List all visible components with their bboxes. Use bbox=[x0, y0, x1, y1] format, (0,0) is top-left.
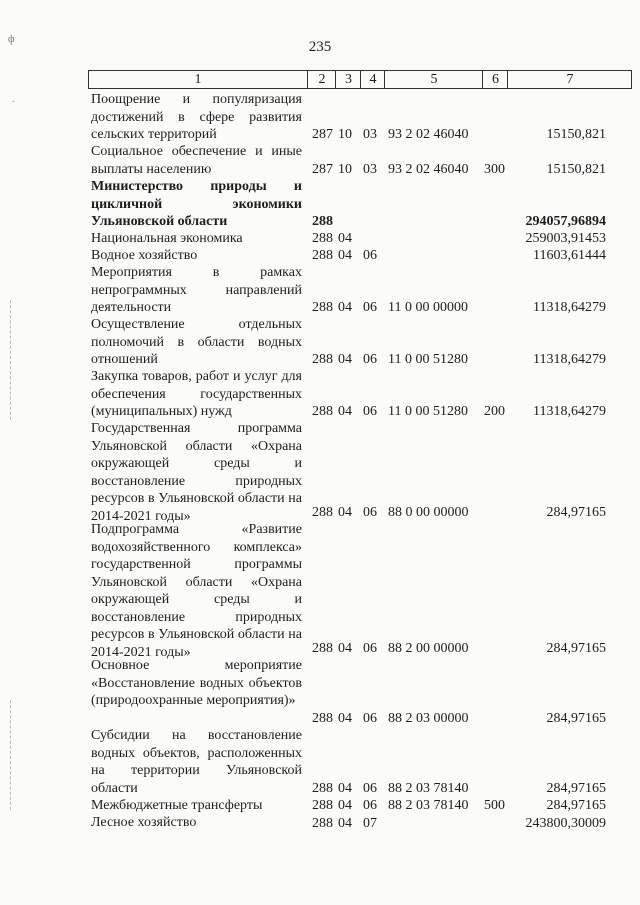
cell-c5: 11 0 00 51280 bbox=[388, 403, 468, 419]
cell-c7: 11603,61444 bbox=[533, 247, 606, 263]
table-row bbox=[0, 230, 640, 247]
header-cell: 1 bbox=[194, 72, 202, 87]
table-row bbox=[0, 420, 640, 524]
table-row bbox=[0, 247, 640, 264]
cell-c6: 500 bbox=[484, 797, 505, 813]
cell-c4: 03 bbox=[363, 161, 377, 177]
cell-c4: 06 bbox=[363, 351, 377, 367]
cell-c3: 04 bbox=[338, 640, 352, 656]
cell-c7: 284,97165 bbox=[546, 640, 606, 656]
page-number: 235 bbox=[308, 39, 332, 55]
cell-c3: 04 bbox=[338, 504, 352, 520]
table-header bbox=[88, 70, 632, 89]
cell-c4: 06 bbox=[363, 780, 377, 796]
cell-c4: 06 bbox=[363, 640, 377, 656]
cell-c7: 243800,30009 bbox=[525, 815, 606, 831]
cell-c7: 15150,821 bbox=[546, 126, 606, 142]
cell-c3: 04 bbox=[338, 797, 352, 813]
cell-c4: 06 bbox=[363, 247, 377, 263]
row-name: Осуществление отдельных полномочий в области водных отношений bbox=[91, 317, 302, 367]
cell-c2: 288 bbox=[312, 710, 333, 726]
row-name: Субсидии на восстановление водных объектов, расположенных на территории Ульяновской области bbox=[91, 728, 302, 796]
cell-c7: 259003,91453 bbox=[525, 230, 606, 246]
cell-c4: 06 bbox=[363, 504, 377, 520]
cell-c4: 06 bbox=[363, 299, 377, 315]
cell-c3: 04 bbox=[338, 815, 352, 831]
row-name: Межбюджетные трансферты bbox=[91, 798, 263, 813]
row-name: Мероприятия в рамках непрограммных направлений деятельности bbox=[91, 265, 302, 315]
row-name: Водное хозяйство bbox=[91, 248, 198, 263]
cell-c5: 93 2 02 46040 bbox=[388, 126, 469, 142]
table-row bbox=[0, 368, 640, 420]
table-row bbox=[0, 264, 640, 316]
cell-c3: 04 bbox=[338, 710, 352, 726]
cell-c7: 294057,96894 bbox=[525, 213, 606, 229]
cell-c5: 11 0 00 00000 bbox=[388, 299, 468, 315]
margin-mark: ф bbox=[8, 34, 15, 45]
cell-c2: 288 bbox=[312, 299, 333, 315]
header-cell: 7 bbox=[507, 71, 632, 88]
row-name: Поощрение и популяризация достижений в сфере развития сельских территорий bbox=[91, 92, 302, 142]
cell-c7: 11318,64279 bbox=[533, 299, 606, 315]
cell-c7: 284,97165 bbox=[546, 710, 606, 726]
table-row bbox=[0, 521, 640, 660]
cell-c3: 04 bbox=[338, 247, 352, 263]
cell-c4: 07 bbox=[363, 815, 377, 831]
table-row bbox=[0, 727, 640, 797]
cell-c2: 287 bbox=[312, 126, 333, 142]
header-cell: 2 bbox=[307, 71, 336, 88]
cell-c3: 04 bbox=[338, 230, 352, 246]
cell-c2: 287 bbox=[312, 161, 333, 177]
cell-c2: 288 bbox=[312, 815, 333, 831]
cell-c3: 10 bbox=[338, 161, 352, 177]
cell-c2: 288 bbox=[312, 230, 333, 246]
cell-c2: 288 bbox=[312, 640, 333, 656]
row-name: Закупка товаров, работ и услуг для обеспечения государственных (муниципальных) нужд bbox=[91, 369, 302, 419]
cell-c6: 200 bbox=[484, 403, 505, 419]
table-row bbox=[0, 814, 640, 832]
row-name: Подпрограмма «Развитие водохозяйственного комплекса» государственной программы Ульяновской области «Охрана окружающей среды и восстановление природных ресурсов в Ульяновской области на 2014-2021 годы» bbox=[91, 522, 302, 660]
cell-c3: 04 bbox=[338, 403, 352, 419]
header-cell: 4 bbox=[360, 71, 385, 88]
cell-c5: 88 0 00 00000 bbox=[388, 504, 469, 520]
cell-c4: 06 bbox=[363, 403, 377, 419]
cell-c7: 15150,821 bbox=[546, 161, 606, 177]
cell-c5: 88 2 00 00000 bbox=[388, 640, 469, 656]
header-cell: 3 bbox=[335, 71, 361, 88]
table-row bbox=[0, 91, 640, 143]
cell-c4: 03 bbox=[363, 126, 377, 142]
table-row bbox=[0, 143, 640, 178]
table-row bbox=[0, 316, 640, 368]
cell-c2: 288 bbox=[312, 797, 333, 813]
cell-c2: 288 bbox=[312, 504, 333, 520]
cell-c2: 288 bbox=[312, 403, 333, 419]
cell-c2: 288 bbox=[312, 213, 333, 229]
row-name: Министерство природы и цикличной экономики Ульяновской области bbox=[91, 179, 302, 229]
cell-c5: 88 2 03 00000 bbox=[388, 710, 469, 726]
cell-c5: 93 2 02 46040 bbox=[388, 161, 469, 177]
cell-c7: 284,97165 bbox=[546, 504, 606, 520]
row-name: Основное мероприятие «Восстановление водных объектов (природоохранные мероприятия)» bbox=[91, 658, 302, 708]
row-name: Социальное обеспечение и иные выплаты населению bbox=[91, 144, 302, 177]
cell-c5: 11 0 00 51280 bbox=[388, 351, 468, 367]
table-row bbox=[0, 797, 640, 814]
header-cell: 5 bbox=[384, 71, 483, 88]
table-row bbox=[0, 657, 640, 727]
cell-c3: 10 bbox=[338, 126, 352, 142]
cell-c2: 288 bbox=[312, 780, 333, 796]
cell-c2: 288 bbox=[312, 351, 333, 367]
row-name: Государственная программа Ульяновской области «Охрана окружающей среды и восстановление природных ресурсов в Ульяновской области на 2014-2021 годы» bbox=[91, 421, 302, 524]
cell-c3: 04 bbox=[338, 351, 352, 367]
table-row bbox=[0, 178, 640, 230]
cell-c7: 284,97165 bbox=[546, 797, 606, 813]
cell-c7: 11318,64279 bbox=[533, 403, 606, 419]
margin-mark: . bbox=[12, 94, 15, 105]
row-name: Национальная экономика bbox=[91, 231, 243, 246]
cell-c4: 06 bbox=[363, 797, 377, 813]
header-cell: 6 bbox=[482, 71, 508, 88]
cell-c4: 06 bbox=[363, 710, 377, 726]
cell-c7: 11318,64279 bbox=[533, 351, 606, 367]
cell-c3: 04 bbox=[338, 299, 352, 315]
cell-c3: 04 bbox=[338, 780, 352, 796]
cell-c6: 300 bbox=[484, 161, 505, 177]
cell-c2: 288 bbox=[312, 247, 333, 263]
cell-c7: 284,97165 bbox=[546, 780, 606, 796]
cell-c5: 88 2 03 78140 bbox=[388, 797, 469, 813]
row-name: Лесное хозяйство bbox=[91, 815, 197, 830]
cell-c5: 88 2 03 78140 bbox=[388, 780, 469, 796]
